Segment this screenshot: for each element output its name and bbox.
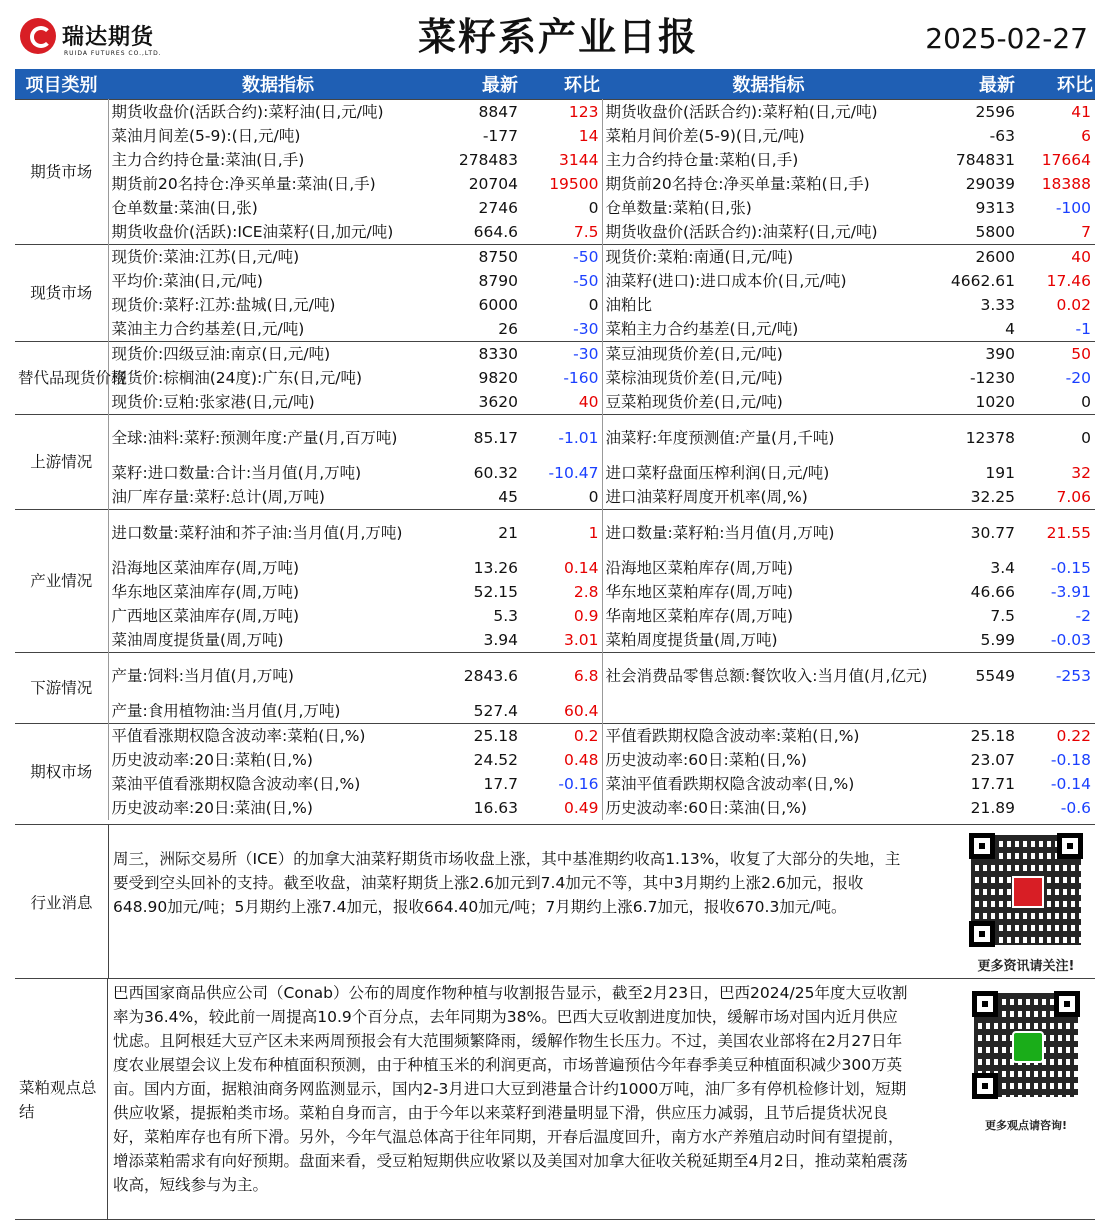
latest-value: 52.15 — [473, 583, 518, 601]
latest-value — [935, 699, 1023, 724]
latest-value: 527.4 — [473, 702, 518, 720]
change-value: 14 — [526, 124, 602, 148]
section-category: 下游情况 — [15, 653, 108, 724]
change-value: -2 — [1075, 607, 1091, 625]
indicator-label: 平值看涨期权隐含波动率:菜粕(日,%) — [108, 724, 448, 749]
wechat-qr-code-icon — [970, 989, 1082, 1101]
latest-value: 2600 — [935, 245, 1023, 270]
section-category: 替代品现货价格 — [15, 342, 108, 415]
indicator-label: 仓单数量:菜粕(日,张) — [605, 199, 752, 217]
change-value: 0 — [526, 485, 602, 510]
change-value: 0 — [1023, 415, 1095, 462]
report-date: 2025-02-27 — [925, 22, 1088, 55]
news-text: 周三，洲际交易所（ICE）的加拿大油菜籽期货市场收盘上涨，其中基准期约收高1.13%，收复了大部分的失地，主要受到空头回补的支持。截至收盘，油菜籽期货上涨2.6加元到7.4加元不等，其中3月期约上涨2.6加元，报收648.90加元/吨；5月期约上涨7.4加元，报收664.40加元/吨；7月期约上涨6.7加元，报收670.3加元/吨。 — [113, 850, 901, 916]
latest-value: 3.33 — [980, 296, 1015, 314]
indicator-label: 历史波动率:20日:菜油(日,%) — [111, 799, 313, 817]
indicator-label: 现货价:菜粕:南通(日,元/吨) — [602, 245, 935, 270]
section-category: 期货市场 — [15, 100, 108, 245]
change-value: 32 — [1071, 464, 1091, 482]
change-value: 60.4 — [526, 699, 602, 724]
indicator-label: 油菜籽:年度预测值:产量(月,千吨) — [602, 415, 935, 462]
change-value: 40 — [1023, 245, 1095, 270]
indicator-label: 菜粕主力合约基差(日,元/吨) — [605, 320, 799, 338]
table-row — [15, 485, 1095, 510]
latest-value: 5800 — [975, 223, 1015, 241]
section-category: 期权市场 — [15, 724, 108, 821]
table-row — [15, 580, 1095, 604]
summary-qr-caption: 更多观点请咨询! — [984, 1119, 1068, 1132]
change-value: 7 — [1081, 223, 1091, 241]
latest-value: 4 — [1005, 320, 1015, 338]
indicator-label: 进口菜籽盘面压榨利润(日,元/吨) — [605, 464, 830, 482]
latest-value: 17.7 — [483, 775, 518, 793]
change-value: 7.06 — [1056, 488, 1091, 506]
latest-value: -1230 — [969, 369, 1015, 387]
change-value: 1 — [526, 510, 602, 557]
indicator-label: 油厂库存量:菜籽:总计(周,万吨) — [111, 488, 325, 506]
latest-value: 32.25 — [970, 488, 1015, 506]
change-value: 0.2 — [526, 724, 602, 749]
change-value: -0.15 — [1050, 559, 1091, 577]
table-row — [15, 172, 1095, 196]
latest-value: 85.17 — [448, 415, 526, 462]
latest-value: 6000 — [478, 296, 518, 314]
change-value: 0.14 — [526, 556, 602, 580]
latest-value: 29039 — [965, 175, 1015, 193]
table-row — [15, 220, 1095, 245]
logo-name: 瑞达期货 — [62, 25, 155, 50]
indicator-label: 菜油平值看涨期权隐含波动率(日,%) — [111, 775, 361, 793]
change-value — [1023, 699, 1095, 724]
change-value: -30 — [526, 317, 602, 342]
indicator-label: 期货收盘价(活跃合约):菜籽油(日,元/吨) — [108, 100, 448, 125]
indicator-label: 广西地区菜油库存(周,万吨) — [111, 607, 300, 625]
change-value: -50 — [526, 269, 602, 293]
change-value: -253 — [1023, 653, 1095, 700]
change-value: 0 — [1081, 393, 1091, 411]
summary-section — [15, 978, 1095, 1220]
latest-value: 390 — [935, 342, 1023, 367]
data-table — [15, 69, 1095, 820]
change-value: 2.8 — [526, 580, 602, 604]
header-latest-left: 最新 — [448, 69, 526, 100]
latest-value: 24.52 — [473, 751, 518, 769]
change-value: -3.91 — [1050, 583, 1091, 601]
latest-value: 45 — [498, 488, 518, 506]
latest-value: 1020 — [975, 393, 1015, 411]
change-value: 0 — [526, 293, 602, 317]
header-category: 项目类别 — [15, 69, 108, 100]
table-row — [15, 415, 1095, 462]
table-row — [15, 148, 1095, 172]
latest-value: 8750 — [448, 245, 526, 270]
table-row — [15, 772, 1095, 796]
latest-value: 12378 — [935, 415, 1023, 462]
change-value: 18388 — [1041, 175, 1091, 193]
bottom-rule — [15, 1219, 1095, 1220]
change-value: 0 — [526, 196, 602, 220]
indicator-label: 平值看跌期权隐含波动率:菜粕(日,%) — [602, 724, 935, 749]
indicator-label: 菜油平值看跌期权隐含波动率(日,%) — [605, 775, 855, 793]
latest-value: 2843.6 — [448, 653, 526, 700]
indicator-label: 期货收盘价(活跃合约):菜籽粕(日,元/吨) — [602, 100, 935, 125]
indicator-label: 菜粕周度提货量(周,万吨) — [605, 631, 778, 649]
latest-value: 21 — [448, 510, 526, 557]
indicator-label: 期货收盘价(活跃):ICE油菜籽(日,加元/吨) — [111, 223, 394, 241]
change-value: -160 — [526, 366, 602, 390]
summary-text: 巴西国家商品供应公司（Conab）公布的周度作物种植与收割报告显示，截至2月23日，巴西2024/25年度大豆收割率为36.4%，较此前一周提高10.9个百分点，去年同期为38%。巴西大豆收割进度加快，缓解市场对国内近月供应忧虑。且阿根廷大豆产区未来两周预报会有大范围频繁降雨，缓解作物生长压力。不过，美国农业部将在2月27日年度农业展望会议上发布种植面积预测，由于种植玉米的利润更高，市场普遍预估今年春季美豆种植面积减少300万英亩。国内方面，据粮油商务网监测显示，国内2-3月进口大豆到港量合计约1000万吨，油厂多有停机检修计划，短期供应收紧，提振粕类市场。菜粕自身而言，由于今年以来菜籽到港量明显下滑，供应压力减弱，且节后提货状况良好，菜粕库存也有所下滑。另外，今年气温总体高于往年同期，开春后温度回升，南方水产养殖启动时间有望提前，增添菜粕需求有向好预期。盘面来看，受豆粕短期供应收紧以及美国对加拿大征收关税延期至4月2日，推动菜粕震荡收高，短线参与为主。 — [113, 984, 908, 1194]
change-value: 7.5 — [526, 220, 602, 245]
indicator-label: 沿海地区菜粕库存(周,万吨) — [605, 559, 794, 577]
table-row — [15, 724, 1095, 749]
change-value: 40 — [526, 390, 602, 415]
indicator-label: 平均价:菜油(日,元/吨) — [111, 272, 263, 290]
indicator-label: 现货价:棕榈油(24度):广东(日,元/吨) — [111, 369, 363, 387]
change-value: -50 — [526, 245, 602, 270]
table-row — [15, 245, 1095, 270]
change-value: -20 — [1065, 369, 1091, 387]
indicator-label: 历史波动率:60日:菜粕(日,%) — [605, 751, 807, 769]
latest-value: 5.99 — [980, 631, 1015, 649]
latest-value: 191 — [985, 464, 1015, 482]
change-value: 19500 — [526, 172, 602, 196]
change-value: -100 — [1055, 199, 1091, 217]
section-category: 上游情况 — [15, 415, 108, 510]
change-value: -0.16 — [526, 772, 602, 796]
latest-value: 2746 — [478, 199, 518, 217]
indicator-label: 菜棕油现货价差(日,元/吨) — [605, 369, 783, 387]
change-value: 0.02 — [1056, 296, 1091, 314]
indicator-label: 历史波动率:60日:菜油(日,%) — [605, 799, 807, 817]
table-row — [15, 124, 1095, 148]
latest-value: 5.3 — [493, 607, 518, 625]
latest-value: 3620 — [478, 393, 518, 411]
change-value: 6 — [1081, 127, 1091, 145]
latest-value: 784831 — [955, 151, 1015, 169]
logo-subtitle: RUIDA FUTURES CO.,LTD. — [64, 50, 162, 57]
table-row — [15, 796, 1095, 820]
indicator-label: 油菜籽(进口):进口成本价(日,元/吨) — [605, 272, 847, 290]
indicator-label: 仓单数量:菜油(日,张) — [111, 199, 258, 217]
indicator-label: 华南地区菜粕库存(周,万吨) — [605, 607, 794, 625]
indicator-label: 主力合约持仓量:菜油(日,手) — [111, 151, 305, 169]
change-value: 21.55 — [1023, 510, 1095, 557]
header-latest-right: 最新 — [935, 69, 1023, 100]
table-row — [15, 653, 1095, 700]
latest-value: 7.5 — [990, 607, 1015, 625]
summary-category: 菜粕观点总结 — [15, 979, 108, 1220]
table-row — [15, 317, 1095, 342]
latest-value: 9313 — [975, 199, 1015, 217]
indicator-label: 华东地区菜油库存(周,万吨) — [111, 583, 300, 601]
table-row — [15, 748, 1095, 772]
indicator-label: 现货价:菜籽:江苏:盐城(日,元/吨) — [111, 296, 336, 314]
table-row — [15, 100, 1095, 125]
indicator-label: 华东地区菜粕库存(周,万吨) — [605, 583, 794, 601]
latest-value: 60.32 — [473, 464, 518, 482]
latest-value: -63 — [989, 127, 1015, 145]
header-indicator-left: 数据指标 — [108, 69, 448, 100]
change-value: -0.14 — [1050, 775, 1091, 793]
indicator-label: 菜油周度提货量(周,万吨) — [111, 631, 284, 649]
indicator-label: 菜籽:进口数量:合计:当月值(月,万吨) — [111, 464, 362, 482]
indicator-label: 期货收盘价(活跃合约):油菜籽(日,元/吨) — [605, 223, 878, 241]
indicator-label: 现货价:四级豆油:南京(日,元/吨) — [108, 342, 448, 367]
table-row — [15, 269, 1095, 293]
change-value: 123 — [526, 100, 602, 125]
news-qr-caption: 更多资讯请关注! — [977, 959, 1075, 974]
change-value: -10.47 — [526, 461, 602, 485]
section-category: 产业情况 — [15, 510, 108, 653]
indicator-label: 菜粕月间价差(5-9)(日,元/吨) — [605, 127, 805, 145]
indicator-label: 期货前20名持仓:净买单量:菜油(日,手) — [111, 175, 376, 193]
table-header-row — [15, 69, 1095, 100]
change-value: -30 — [526, 342, 602, 367]
table-row — [15, 390, 1095, 415]
latest-value: 3.4 — [990, 559, 1015, 577]
indicator-label: 沿海地区菜油库存(周,万吨) — [111, 559, 300, 577]
latest-value: 8330 — [448, 342, 526, 367]
indicator-label: 社会消费品零售总额:餐饮收入:当月值(月,亿元) — [602, 653, 935, 700]
header-indicator-right: 数据指标 — [602, 69, 935, 100]
latest-value: 25.18 — [935, 724, 1023, 749]
indicator-label: 现货价:菜油:江苏(日,元/吨) — [108, 245, 448, 270]
latest-value: 21.89 — [970, 799, 1015, 817]
latest-value: 17.71 — [970, 775, 1015, 793]
table-row — [15, 293, 1095, 317]
header-change-right: 环比 — [1023, 69, 1095, 100]
change-value: 50 — [1023, 342, 1095, 367]
indicator-label: 进口油菜籽周度开机率(周,%) — [605, 488, 808, 506]
table-row — [15, 510, 1095, 557]
latest-value: 2596 — [935, 100, 1023, 125]
indicator-label: 豆菜粕现货价差(日,元/吨) — [605, 393, 783, 411]
indicator-label: 进口数量:菜籽粕:当月值(月,万吨) — [602, 510, 935, 557]
indicator-label: 期货前20名持仓:净买单量:菜粕(日,手) — [605, 175, 870, 193]
latest-value: 25.18 — [448, 724, 526, 749]
indicator-label: 全球:油料:菜籽:预测年度:产量(月,百万吨) — [108, 415, 448, 462]
latest-value: 9820 — [478, 369, 518, 387]
latest-value: 26 — [498, 320, 518, 338]
change-value: 0.22 — [1023, 724, 1095, 749]
latest-value: 46.66 — [970, 583, 1015, 601]
table-row — [15, 196, 1095, 220]
change-value: -0.6 — [1060, 799, 1091, 817]
change-value: 3.01 — [526, 628, 602, 653]
indicator-label: 产量:饲料:当月值(月,万吨) — [108, 653, 448, 700]
latest-value: 30.77 — [935, 510, 1023, 557]
qr-code-icon — [967, 831, 1085, 949]
table-row — [15, 342, 1095, 367]
indicator-label: 现货价:豆粕:张家港(日,元/吨) — [111, 393, 315, 411]
report-title: 菜籽系产业日报 — [417, 15, 698, 59]
change-value: 0.49 — [526, 796, 602, 820]
table-row — [15, 699, 1095, 724]
section-category: 现货市场 — [15, 245, 108, 342]
indicator-label: 菜油月间差(5-9):(日,元/吨) — [111, 127, 301, 145]
latest-value: 664.6 — [473, 223, 518, 241]
latest-value: 8790 — [478, 272, 518, 290]
indicator-label — [602, 699, 935, 724]
latest-value: 23.07 — [970, 751, 1015, 769]
change-value: -0.03 — [1050, 631, 1091, 649]
news-category: 行业消息 — [15, 825, 109, 979]
latest-value: -177 — [482, 127, 518, 145]
indicator-label: 菜豆油现货价差(日,元/吨) — [602, 342, 935, 367]
indicator-label: 进口数量:菜籽油和芥子油:当月值(月,万吨) — [108, 510, 448, 557]
change-value: -1 — [1075, 320, 1091, 338]
latest-value: 278483 — [458, 151, 518, 169]
industry-news-section — [15, 824, 1095, 979]
table-row — [15, 628, 1095, 653]
latest-value: 4662.61 — [950, 272, 1015, 290]
indicator-label: 菜油主力合约基差(日,元/吨) — [111, 320, 305, 338]
change-value: -1.01 — [526, 415, 602, 462]
indicator-label: 历史波动率:20日:菜粕(日,%) — [111, 751, 313, 769]
change-value: 41 — [1023, 100, 1095, 125]
indicator-label: 主力合约持仓量:菜粕(日,手) — [605, 151, 799, 169]
change-value: 17664 — [1041, 151, 1091, 169]
table-row — [15, 556, 1095, 580]
indicator-label: 油粕比 — [605, 296, 653, 314]
header-change-left: 环比 — [526, 69, 602, 100]
change-value: -0.18 — [1050, 751, 1091, 769]
latest-value: 8847 — [448, 100, 526, 125]
change-value: 0.48 — [526, 748, 602, 772]
indicator-label: 产量:食用植物油:当月值(月,万吨) — [111, 702, 341, 720]
latest-value: 3.94 — [483, 631, 518, 649]
change-value: 6.8 — [526, 653, 602, 700]
change-value: 17.46 — [1046, 272, 1091, 290]
table-body — [15, 100, 1095, 821]
change-value: 0.9 — [526, 604, 602, 628]
table-row — [15, 461, 1095, 485]
latest-value: 20704 — [468, 175, 518, 193]
latest-value: 16.63 — [473, 799, 518, 817]
latest-value: 13.26 — [473, 559, 518, 577]
table-row — [15, 366, 1095, 390]
report-header — [0, 0, 1100, 66]
change-value: 3144 — [526, 148, 602, 172]
latest-value: 5549 — [935, 653, 1023, 700]
table-row — [15, 604, 1095, 628]
